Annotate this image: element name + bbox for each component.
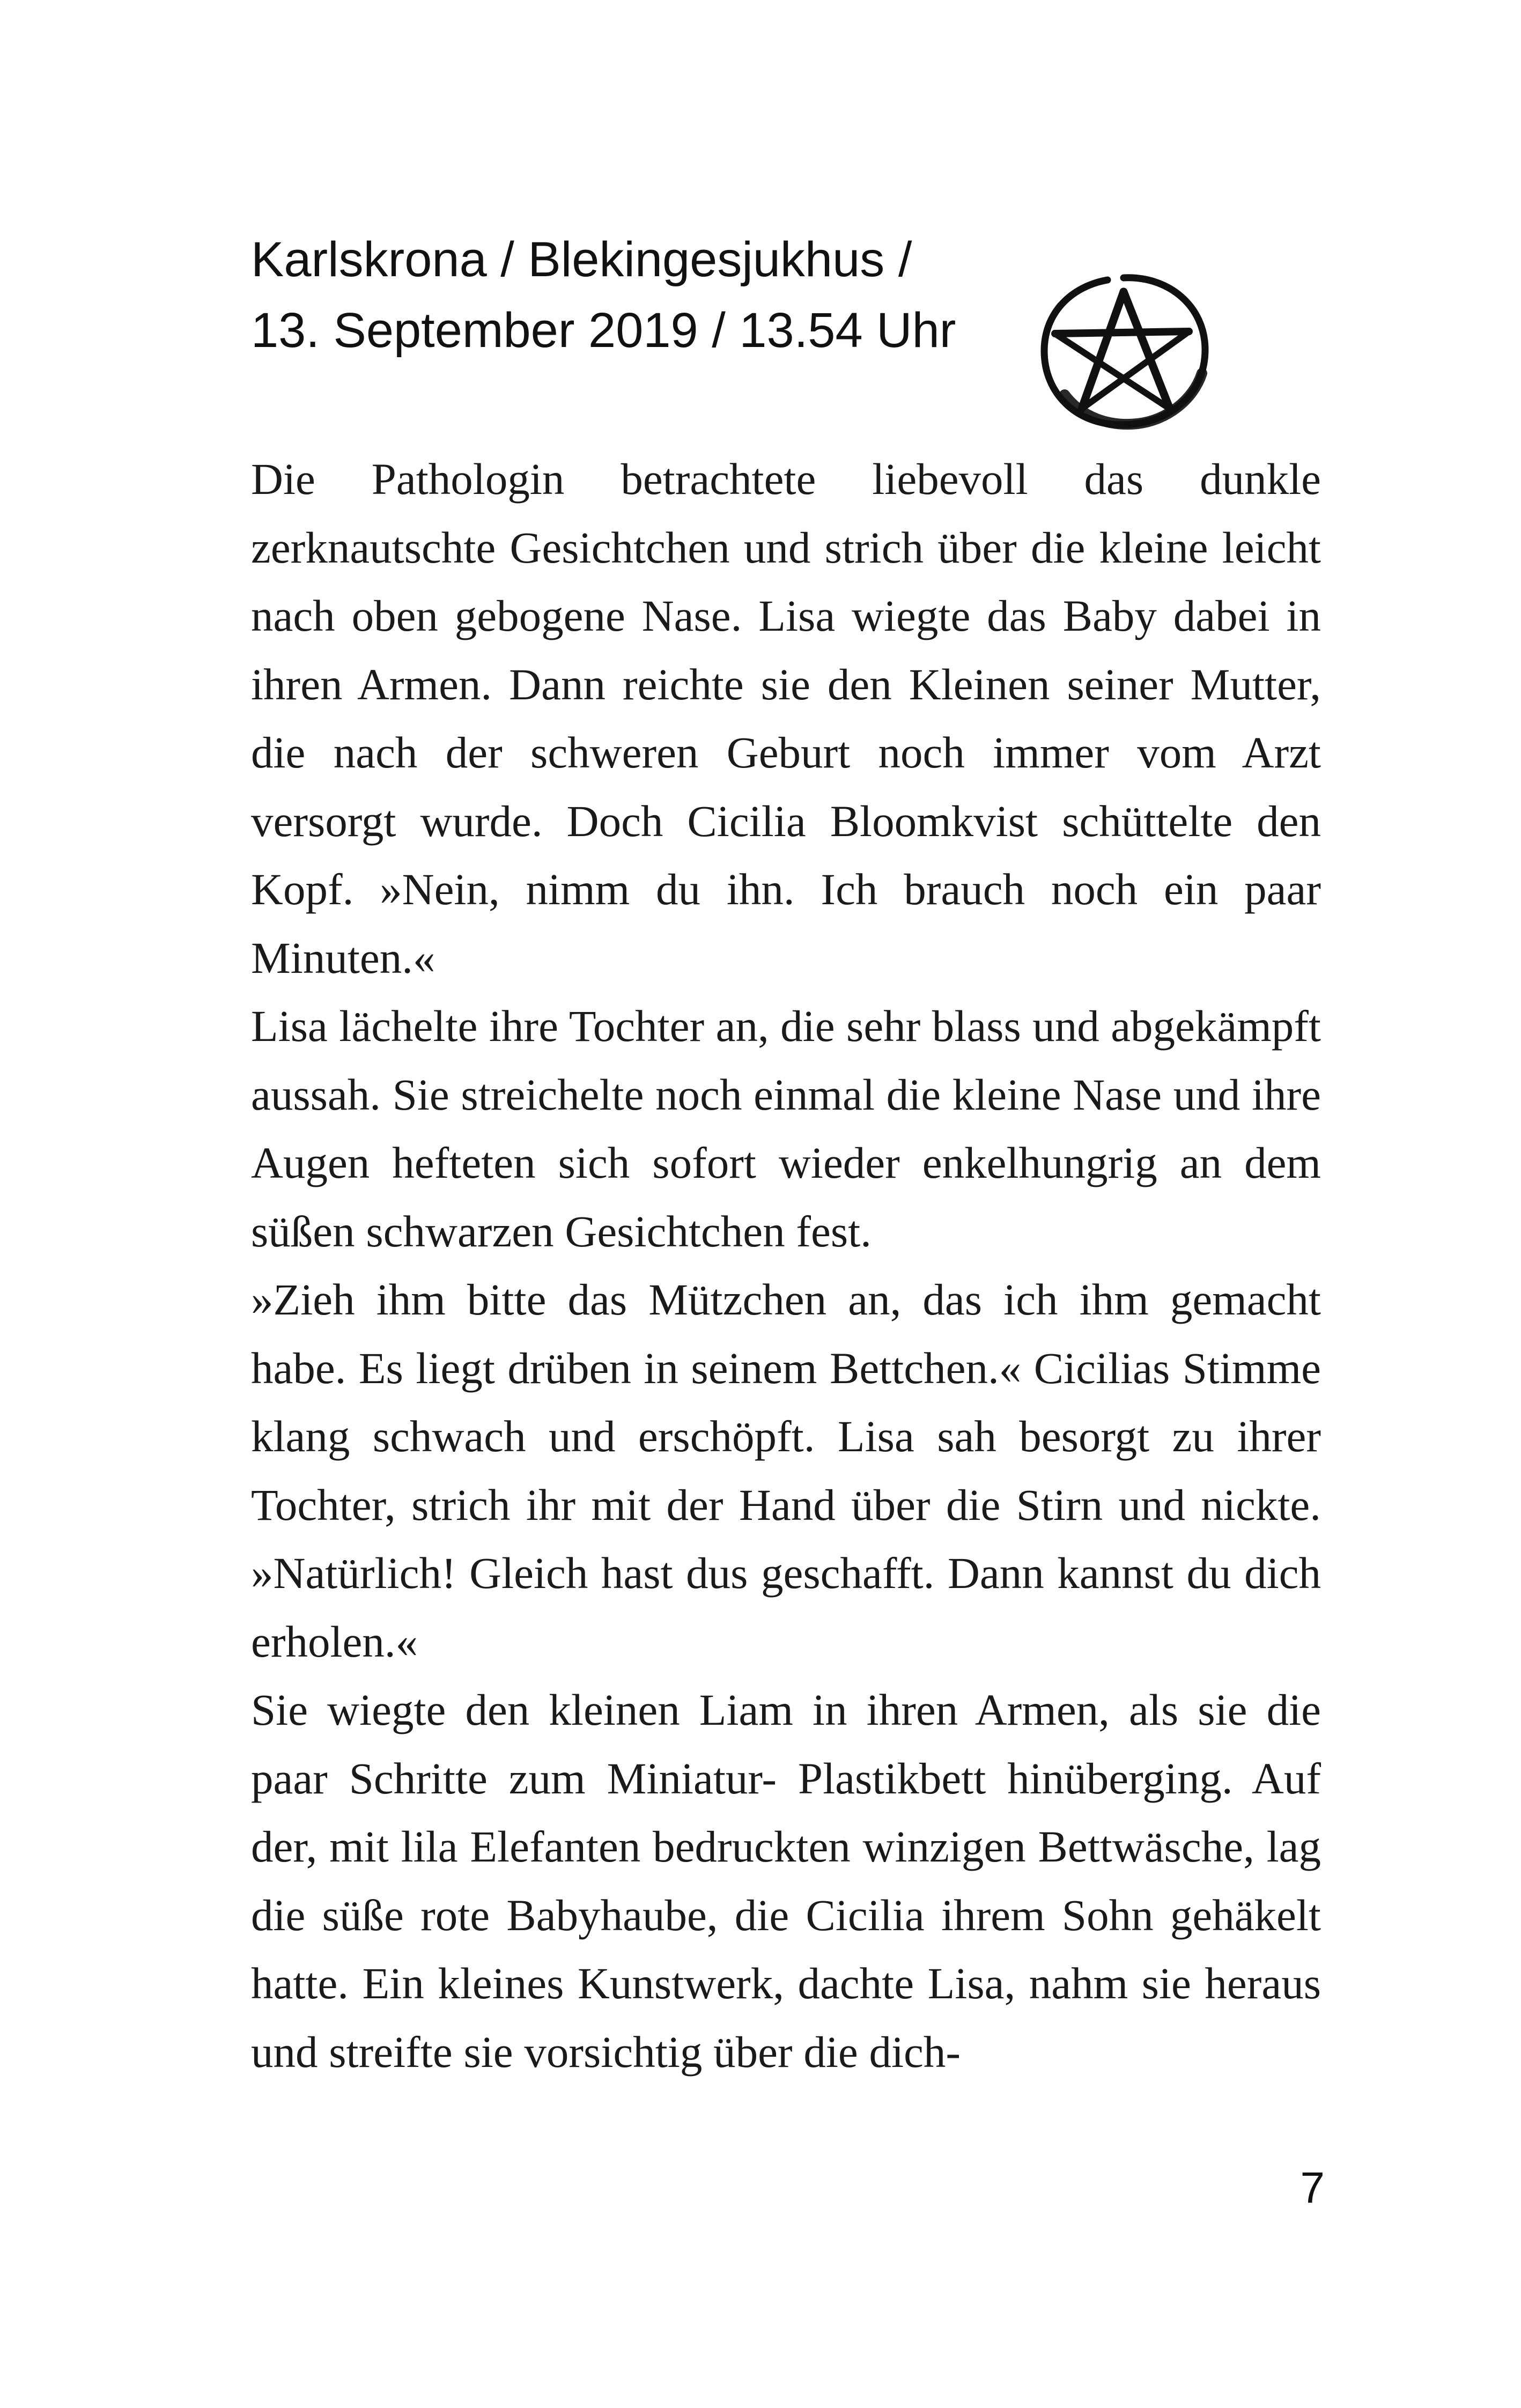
page-number: 7 — [1300, 2163, 1325, 2212]
paragraph: Die Pathologin betrachtete liebevoll das dunkle zerknautschte Gesichtchen und strich über die kleine leicht nach oben gebogene Nase. Lisa wiegte das Baby dabei in ihren Armen. Dann reichte sie den Kleinen seiner Mutter, die nach der schweren Geburt noch immer vom Arzt versorgt wurde. Doch Cicilia Bloomkvist schüttelte den Kopf. »Nein, nimm du ihn. Ich brauch noch ein paar Minuten.« — [251, 454, 1321, 983]
heading-location: Karlskrona / Blekingesjukhus / — [251, 232, 912, 287]
heading-datetime: 13. September 2019 / 13.54 Uhr — [251, 303, 956, 358]
paragraph: Sie wiegte den kleinen Liam in ihren Armen, als sie die paar Schritte zum Miniatur- Plastikbett hinüberging. Auf der, mit lila Elefanten bedruckten winzigen Bettwäsche, lag die süße rote Babyhaube, die Cicilia ihrem Sohn gehäkelt hatte. Ein kleines Kunstwerk, dachte Lisa, nahm sie heraus und streifte sie vorsichtig über die dich- — [251, 1685, 1321, 2077]
body-text — [251, 445, 1321, 2086]
paragraph: Lisa lächelte ihre Tochter an, die sehr blass und abgekämpft aussah. Sie streichelte noch einmal die kleine Nase und ihre Augen hefteten sich sofort wieder enkelhungrig an dem süßen schwarzen Gesichtchen fest. — [251, 1001, 1321, 1256]
paragraph: »Zieh ihm bitte das Mützchen an, das ich ihm gemacht habe. Es liegt drüben in seinem Bettchen.« Cicilias Stimme klang schwach und erschöpft. Lisa sah besorgt zu ihrer Tochter, strich ihr mit der Hand über die Stirn und nickte. »Natürlich! Gleich hast dus geschafft. Dann kannst du dich erholen.« — [251, 1275, 1321, 1666]
chapter-heading — [251, 224, 1055, 366]
pentagram-icon — [1032, 268, 1215, 434]
